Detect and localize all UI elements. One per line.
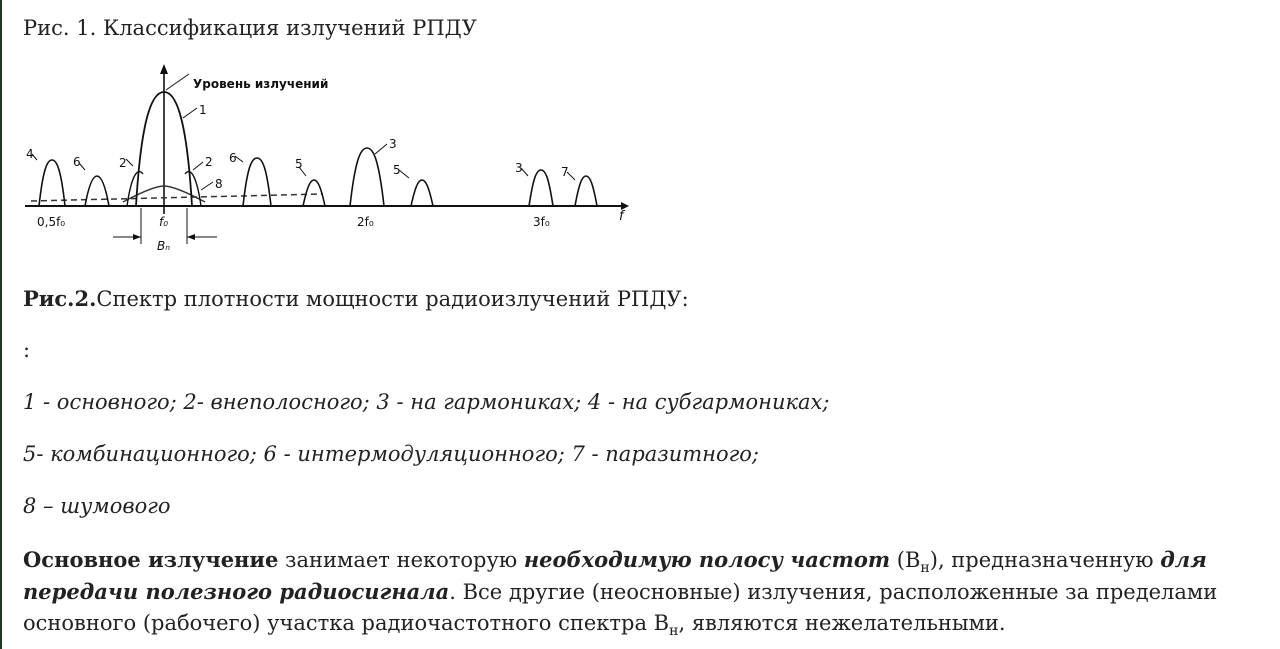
peak-6-left — [85, 176, 109, 206]
tick-label: f₀ — [159, 215, 169, 229]
peak-label: 3 — [515, 161, 523, 175]
peak-label: 5 — [295, 157, 303, 171]
peak-6-right — [243, 158, 271, 206]
peak-3-3f0 — [529, 170, 553, 206]
y-axis-arrow — [160, 64, 168, 74]
peak-label: 8 — [215, 177, 223, 191]
paragraph-text: . Все другие (неосновные) излучения, расположенные за пределами основного (рабочего) участка радиочастотного спектра B — [23, 580, 1218, 635]
paragraph-text: , являются нежелательными. — [678, 611, 1006, 635]
figure2-caption-text: Спектр плотности мощности радиоизлучений РПДУ: — [96, 287, 689, 311]
noise-floor-line — [31, 194, 323, 201]
subscript: н — [920, 560, 930, 577]
peak-label: 4 — [26, 147, 34, 161]
peak-label: 6 — [229, 151, 237, 165]
y-axis-label: Уровень излучений — [193, 77, 329, 91]
tick-label: 3f₀ — [533, 215, 550, 229]
peak-label: 6 — [73, 155, 81, 169]
colon-line: : — [23, 338, 31, 362]
peak-3-2f0 — [350, 148, 384, 206]
peak-7-spurious — [575, 176, 597, 206]
peak-label: 5 — [393, 163, 401, 177]
peak-label: 2 — [119, 156, 127, 170]
legend-line: 1 - основного; 2- внеполосного; 3 - на гармониках; 4 - на субгармониках; — [23, 390, 830, 414]
bandwidth-label: Bₙ — [157, 239, 171, 253]
term-main-emission: Основное излучение — [23, 547, 279, 572]
emphasis-useful-signal: для передачи полезного радиосигнала — [23, 547, 1207, 604]
emphasis-necessary-bandwidth: необходимую полосу частот — [523, 547, 891, 572]
peak-label: 1 — [199, 103, 207, 117]
peak-2-left — [127, 172, 143, 206]
x-axis-label: f — [619, 209, 624, 224]
paragraph-text: занимает некоторую — [278, 548, 524, 572]
peak-label: 2 — [205, 155, 213, 169]
figure2-caption-label: Рис.2. — [23, 286, 97, 311]
peak-5-left — [303, 180, 325, 206]
peak-2-right — [185, 172, 201, 206]
emission-spectrum-diagram — [23, 62, 633, 254]
main-emission-paragraph — [23, 544, 1248, 639]
subscript: н — [669, 623, 679, 640]
peak-4-subharmonic — [39, 160, 65, 206]
left-border-rule — [0, 0, 2, 649]
peak-label: 7 — [561, 165, 569, 179]
figure1-caption: Рис. 1. Классификация излучений РПДУ — [23, 16, 477, 40]
legend-line: 5- комбинационного; 6 - интермодуляционного; 7 - паразитного; — [23, 442, 759, 466]
peak-5-right — [411, 180, 433, 206]
spectrum-diagram-svg — [23, 62, 633, 254]
tick-label: 0,5f₀ — [37, 215, 66, 229]
figure2-caption — [23, 283, 689, 315]
paragraph-text: ), предназначенную — [929, 548, 1161, 572]
legend-line: 8 – шумового — [23, 494, 171, 518]
paragraph-text: (B — [890, 548, 921, 572]
peak-label: 3 — [389, 137, 397, 151]
tick-label: 2f₀ — [357, 215, 374, 229]
